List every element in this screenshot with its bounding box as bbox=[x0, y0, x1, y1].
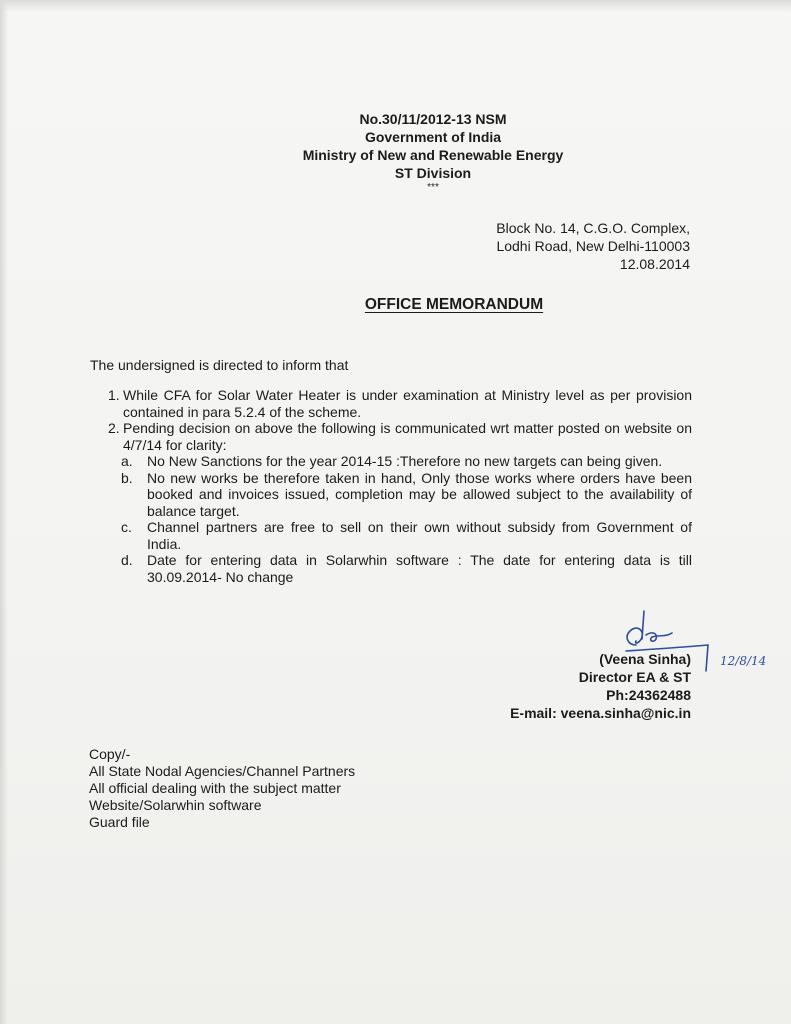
list-item bbox=[108, 420, 692, 453]
division-name: ST Division bbox=[394, 165, 472, 181]
signature-block bbox=[510, 650, 691, 722]
copy-recipient: Website/Solarwhin software bbox=[89, 797, 262, 813]
signatory-name: (Veena Sinha) bbox=[599, 651, 691, 667]
intro-text: The undersigned is directed to inform that bbox=[90, 357, 349, 373]
reference-number: No.30/11/2012-13 NSM bbox=[359, 111, 507, 127]
memo-title: OFFICE MEMORANDUM bbox=[364, 296, 544, 313]
list-item bbox=[108, 387, 692, 420]
copy-to-list bbox=[89, 746, 355, 831]
office-address bbox=[496, 219, 690, 273]
memo-body bbox=[108, 387, 692, 585]
copy-recipient: All official dealing with the subject matter bbox=[89, 780, 341, 796]
copy-label: Copy/- bbox=[89, 746, 131, 762]
signatory-phone: Ph:24362488 bbox=[606, 687, 691, 703]
separator-stars: *** bbox=[427, 182, 439, 193]
sub-item-letter: b. bbox=[121, 469, 133, 486]
memo-date: 12.08.2014 bbox=[619, 256, 690, 272]
sub-item-text: No new works be therefore taken in hand, Only those works where orders have been booked and invoices issued, completion may be allowed subject to the availability of balance target. bbox=[147, 469, 692, 519]
sub-item-text: No New Sanctions for the year 2014-15 :Therefore no new targets can being given. bbox=[147, 453, 663, 469]
sub-item bbox=[121, 470, 692, 520]
copy-recipient: Guard file bbox=[89, 814, 150, 830]
government-name: Government of India bbox=[364, 129, 502, 145]
sub-item bbox=[121, 519, 692, 552]
letterhead bbox=[200, 110, 666, 193]
address-line-1: Block No. 14, C.G.O. Complex, bbox=[496, 220, 690, 236]
signatory-email: E-mail: veena.sinha@nic.in bbox=[510, 705, 691, 721]
sub-item-letter: a. bbox=[121, 453, 133, 469]
address-line-2: Lodhi Road, New Delhi-110003 bbox=[496, 238, 690, 254]
sub-item-text: Channel partners are free to sell on their own without subsidy from Government of India. bbox=[147, 519, 692, 552]
item-number: 1. bbox=[108, 387, 120, 403]
sub-item-letter: d. bbox=[121, 552, 133, 568]
sub-item-letter: c. bbox=[121, 519, 132, 535]
sub-item bbox=[121, 453, 692, 470]
item-text: While CFA for Solar Water Heater is under examination at Ministry level as per provision contained in para 5.2.4 of the scheme. bbox=[123, 387, 692, 420]
sub-item bbox=[121, 552, 692, 585]
sub-item-text: Date for entering data in Solarwhin software : The date for entering data is till 30.09.2014- No change bbox=[147, 552, 692, 585]
item-text: Pending decision on above the following is communicated wrt matter posted on website on 4/7/14 for clarity: bbox=[123, 420, 692, 453]
signatory-designation: Director EA & ST bbox=[578, 669, 691, 685]
item-number: 2. bbox=[108, 420, 120, 436]
ministry-name: Ministry of New and Renewable Energy bbox=[302, 147, 564, 163]
copy-recipient: All State Nodal Agencies/Channel Partners bbox=[89, 763, 356, 779]
handwritten-date: 12/8/14 bbox=[720, 654, 767, 668]
